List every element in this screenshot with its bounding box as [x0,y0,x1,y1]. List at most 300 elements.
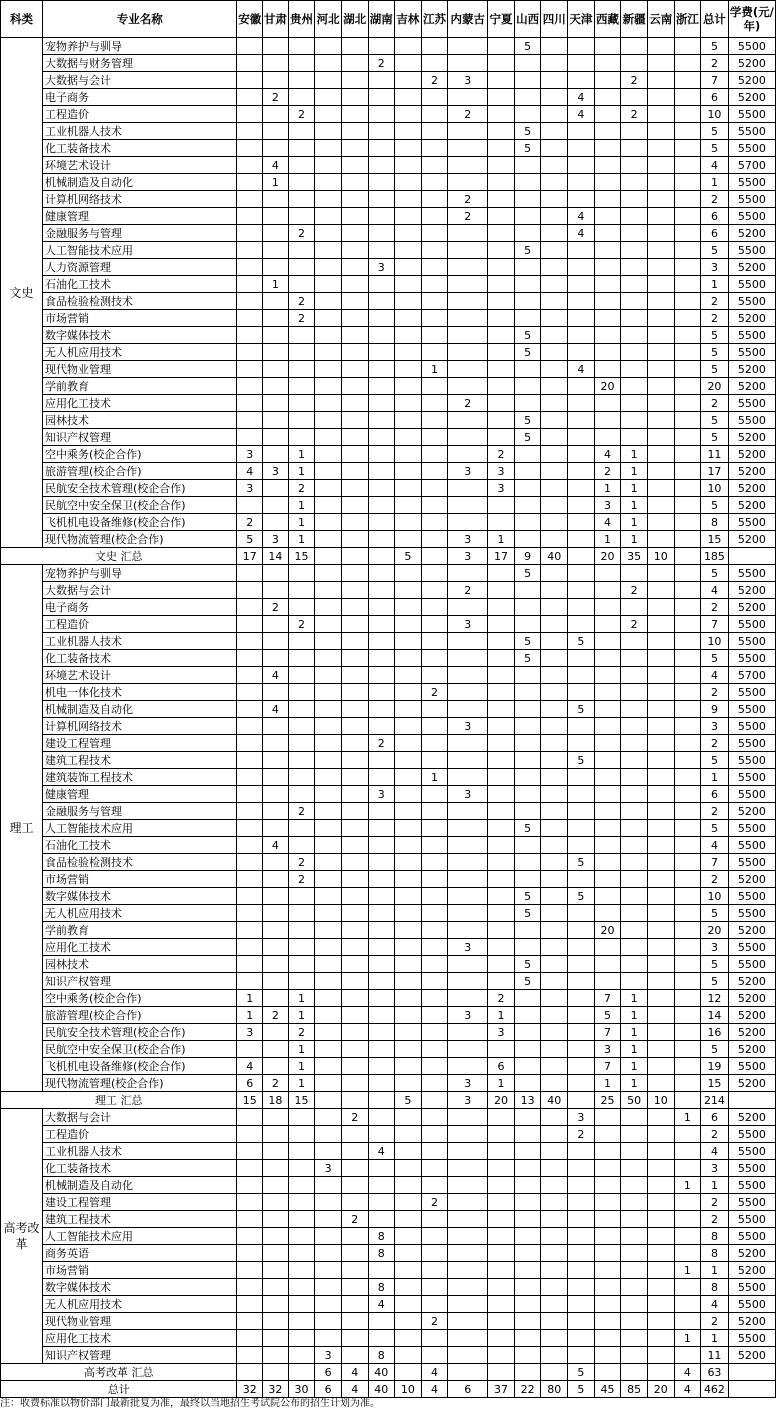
province-count: 3 [448,1007,488,1024]
province-count [288,276,315,293]
province-count [594,1279,621,1296]
province-count: 1 [421,769,448,786]
row-total: 1 [701,174,729,191]
province-count [647,276,674,293]
row-total: 5 [701,565,729,582]
province-count [395,820,422,837]
province-count [237,55,263,72]
row-total: 5 [701,123,729,140]
province-count [341,922,368,939]
table-row [1,905,776,922]
province-count [288,650,315,667]
province-count [263,1058,289,1075]
summary-count: 20 [594,548,621,565]
province-count [237,616,263,633]
province-count [421,174,448,191]
major-name: 健康管理 [42,208,237,225]
row-total: 20 [701,922,729,939]
province-count [541,446,568,463]
province-count [395,140,422,157]
province-count [647,293,674,310]
row-total: 1 [701,1177,729,1194]
province-count [395,531,422,548]
province-count [263,412,289,429]
province-count [647,1296,674,1313]
province-count [237,89,263,106]
province-count [448,1024,488,1041]
province-count [395,1058,422,1075]
province-count [488,769,515,786]
province-count [315,1228,342,1245]
major-name: 计算机网络技术 [42,191,237,208]
province-count [237,803,263,820]
province-count [514,395,541,412]
major-name: 数字媒体技术 [42,888,237,905]
province-count [448,429,488,446]
province-count [341,718,368,735]
province-count [395,55,422,72]
grand-total-label: 总计 [1,1381,237,1398]
province-count: 5 [514,888,541,905]
major-name: 无人机应用技术 [42,905,237,922]
table-row [1,514,776,531]
province-count [315,89,342,106]
province-count [674,1160,701,1177]
province-count [395,616,422,633]
province-count [594,1194,621,1211]
province-count: 1 [594,531,621,548]
province-count [368,1007,395,1024]
province-count: 5 [514,565,541,582]
province-count [395,888,422,905]
grand-total-count: 5 [568,1381,595,1398]
province-count [315,922,342,939]
table-row [1,1160,776,1177]
province-count [488,225,515,242]
province-count [237,1109,263,1126]
province-count: 1 [674,1177,701,1194]
province-count [395,293,422,310]
table-row [1,973,776,990]
major-name: 人工智能技术应用 [42,242,237,259]
province-count [541,956,568,973]
province-count [541,531,568,548]
province-count [395,1177,422,1194]
province-count [448,820,488,837]
summary-count [594,1364,621,1381]
province-count [263,480,289,497]
province-count [395,1279,422,1296]
province-count [568,293,595,310]
province-count [674,565,701,582]
table-row [1,1058,776,1075]
summary-count: 6 [315,1364,342,1381]
table-row [1,1347,776,1364]
province-count [368,531,395,548]
province-count [448,1126,488,1143]
province-count [674,395,701,412]
province-count [594,1143,621,1160]
province-count [448,1228,488,1245]
province-count [568,1075,595,1092]
province-count [237,1279,263,1296]
province-count [237,1347,263,1364]
grand-total-count: 10 [395,1381,422,1398]
tuition-fee: 5500 [728,1228,775,1245]
province-count [263,650,289,667]
province-count [341,429,368,446]
row-total: 6 [701,89,729,106]
province-count [541,1024,568,1041]
grand-total-count: 6 [315,1381,342,1398]
province-count [568,837,595,854]
row-total: 2 [701,599,729,616]
province-count [647,1143,674,1160]
major-name: 工业机器人技术 [42,633,237,650]
tuition-fee: 5500 [728,327,775,344]
column-header: 西藏 [594,1,621,38]
province-count [263,735,289,752]
province-count [341,973,368,990]
row-total: 7 [701,72,729,89]
province-count [568,123,595,140]
province-count [448,174,488,191]
province-count [488,684,515,701]
province-count [674,310,701,327]
province-count [368,565,395,582]
province-count [541,38,568,55]
province-count [568,667,595,684]
province-count [514,735,541,752]
province-count [421,123,448,140]
province-count: 1 [288,990,315,1007]
province-count [488,1262,515,1279]
summary-count: 3 [448,1092,488,1109]
category-cell: 理工 [1,565,43,1092]
province-count [488,1245,515,1262]
province-count [315,939,342,956]
province-count [674,803,701,820]
province-count [315,1330,342,1347]
province-count [263,1279,289,1296]
province-count [288,1228,315,1245]
province-count [568,480,595,497]
column-header: 新疆 [621,1,648,38]
province-count [568,395,595,412]
major-name: 机械制造及自动化 [42,701,237,718]
province-count [488,1228,515,1245]
province-count [568,871,595,888]
province-count [341,395,368,412]
province-count [315,140,342,157]
province-count [368,922,395,939]
province-count [288,684,315,701]
tuition-fee: 5500 [728,837,775,854]
province-count [568,463,595,480]
row-total: 4 [701,157,729,174]
province-count [594,344,621,361]
tuition-fee: 5500 [728,174,775,191]
province-count [568,157,595,174]
province-count [237,565,263,582]
province-count [594,718,621,735]
province-count [674,55,701,72]
province-count: 3 [237,1024,263,1041]
province-count [568,310,595,327]
province-count [315,888,342,905]
province-count [237,412,263,429]
province-count [488,412,515,429]
summary-count [341,1092,368,1109]
province-count [488,106,515,123]
province-count [421,905,448,922]
province-count [621,1177,648,1194]
province-count [674,1024,701,1041]
table-row [1,616,776,633]
province-count [514,1109,541,1126]
province-count [621,871,648,888]
province-count [263,1228,289,1245]
province-count [448,1177,488,1194]
province-count: 1 [288,1041,315,1058]
province-count [448,497,488,514]
province-count [647,259,674,276]
province-count [237,310,263,327]
province-count: 1 [288,1007,315,1024]
province-count [395,1228,422,1245]
province-count [621,1211,648,1228]
province-count [488,871,515,888]
province-count [674,208,701,225]
province-count [341,854,368,871]
province-count [621,1279,648,1296]
row-total: 16 [701,1024,729,1041]
province-count [421,191,448,208]
province-count [237,1262,263,1279]
province-count: 3 [448,786,488,803]
province-count [288,633,315,650]
province-count [488,854,515,871]
province-count [541,191,568,208]
province-count [395,1296,422,1313]
province-count [395,446,422,463]
province-count [647,1262,674,1279]
province-count [368,72,395,89]
province-count [621,140,648,157]
row-total: 15 [701,531,729,548]
province-count [541,905,568,922]
province-count [514,854,541,871]
province-count [288,412,315,429]
major-name: 飞机机电设备维修(校企合作) [42,514,237,531]
province-count [621,378,648,395]
province-count [288,429,315,446]
province-count [647,939,674,956]
province-count [315,310,342,327]
province-count [448,225,488,242]
table-row [1,412,776,429]
province-count [621,752,648,769]
column-header: 云南 [647,1,674,38]
province-count [237,1330,263,1347]
province-count [237,1143,263,1160]
province-count [368,1194,395,1211]
province-count [621,174,648,191]
province-count [448,378,488,395]
footnote: 注：收费标准以物价部门最新批复为准，最终以当地招生考试院公布的招生计划为准。 [0,1398,380,1409]
major-name: 化工装备技术 [42,140,237,157]
province-count [368,1211,395,1228]
table-row [1,1126,776,1143]
tuition-fee: 5500 [728,344,775,361]
province-count [368,395,395,412]
column-header: 学费(元/年) [728,1,775,38]
tuition-fee: 5200 [728,1347,775,1364]
province-count [263,1024,289,1041]
major-name: 数字媒体技术 [42,1279,237,1296]
province-count [647,480,674,497]
tuition-fee: 5500 [728,616,775,633]
tuition-fee: 5500 [728,1211,775,1228]
summary-count [448,1364,488,1381]
major-name: 民航安全技术管理(校企合作) [42,480,237,497]
province-count [421,973,448,990]
province-count [263,1126,289,1143]
province-count [594,837,621,854]
tuition-fee: 5200 [728,582,775,599]
row-total: 8 [701,1279,729,1296]
province-count [368,463,395,480]
row-total: 5 [701,1041,729,1058]
row-total: 5 [701,412,729,429]
province-count [674,259,701,276]
province-count [448,123,488,140]
major-name: 大数据与会计 [42,1109,237,1126]
province-count [674,1041,701,1058]
province-count: 5 [514,429,541,446]
province-count [568,1245,595,1262]
table-row [1,820,776,837]
table-row [1,633,776,650]
tuition-fee: 5500 [728,242,775,259]
province-count [514,497,541,514]
major-name: 健康管理 [42,786,237,803]
table-row [1,922,776,939]
table-row [1,208,776,225]
province-count: 8 [368,1228,395,1245]
major-name: 现代物流管理(校企合作) [42,1075,237,1092]
province-count [568,718,595,735]
province-count [421,1058,448,1075]
province-count [395,956,422,973]
summary-total: 185 [701,548,729,565]
province-count [263,225,289,242]
grand-total-count: 6 [448,1381,488,1398]
province-count [674,956,701,973]
province-count [488,650,515,667]
province-count: 7 [594,1024,621,1041]
province-count: 2 [263,599,289,616]
province-count [514,174,541,191]
province-count [621,276,648,293]
province-count [448,242,488,259]
row-total: 2 [701,310,729,327]
province-count [594,225,621,242]
province-count [421,1143,448,1160]
province-count [368,837,395,854]
province-count [514,752,541,769]
province-count [647,837,674,854]
province-count: 4 [368,1143,395,1160]
province-count [514,310,541,327]
major-name: 旅游管理(校企合作) [42,463,237,480]
province-count: 5 [514,650,541,667]
province-count [315,701,342,718]
row-total: 10 [701,480,729,497]
province-count [647,225,674,242]
province-count [647,786,674,803]
row-total: 5 [701,429,729,446]
province-count [568,514,595,531]
table-row [1,259,776,276]
province-count [395,327,422,344]
major-name: 大数据与会计 [42,72,237,89]
province-count [263,1296,289,1313]
province-count [368,803,395,820]
province-count [514,599,541,616]
table-row [1,1313,776,1330]
table-row [1,361,776,378]
row-total: 4 [701,1296,729,1313]
province-count [341,378,368,395]
province-count [568,803,595,820]
province-count [488,1160,515,1177]
province-count [514,1041,541,1058]
province-count [263,922,289,939]
province-count [263,361,289,378]
column-header: 贵州 [288,1,315,38]
province-count [288,378,315,395]
province-count [568,531,595,548]
row-total: 17 [701,463,729,480]
province-count [237,344,263,361]
province-count [488,701,515,718]
province-count [621,361,648,378]
province-count [647,140,674,157]
province-count [395,225,422,242]
province-count: 6 [488,1058,515,1075]
summary-count: 15 [288,1092,315,1109]
major-name: 石油化工技术 [42,276,237,293]
province-count [368,1024,395,1041]
province-count [315,1262,342,1279]
major-name: 工业机器人技术 [42,1143,237,1160]
province-count [621,1313,648,1330]
province-count [341,276,368,293]
row-total: 5 [701,905,729,922]
column-header: 总计 [701,1,729,38]
summary-count: 5 [395,548,422,565]
major-name: 化工装备技术 [42,650,237,667]
province-count [263,140,289,157]
province-count [237,786,263,803]
province-count [315,463,342,480]
province-count [568,174,595,191]
province-count: 2 [288,854,315,871]
province-count [568,939,595,956]
province-count: 3 [448,72,488,89]
province-count: 1 [674,1330,701,1347]
